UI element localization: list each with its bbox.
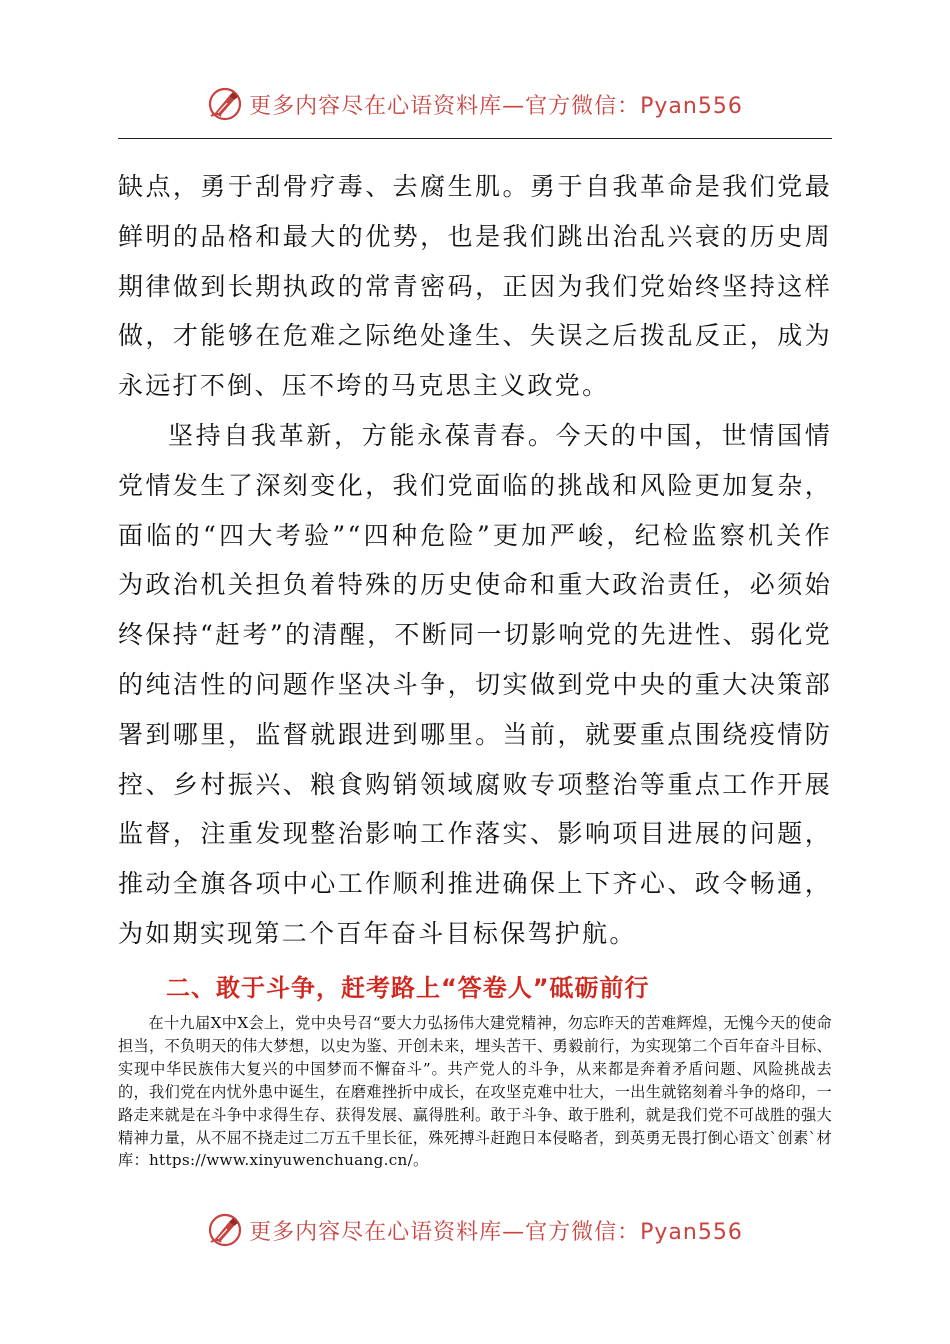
header-divider xyxy=(118,138,832,139)
header-banner-text: 更多内容尽在心语资料库—官方微信：Pyan556 xyxy=(249,93,743,119)
section-heading: 二、敢于斗争，赶考路上“答卷人”砥砺前行 xyxy=(166,974,650,1002)
section-small-paragraph: 在十九届X中X会上，党中央号召“要大力弘扬伟大建党精神，勿忘昨天的苦难辉煌，无愧今天的使命担当，不负明天的伟大梦想，以史为鉴、开创未来，埋头苦干、勇毅前行，为实现第二个百年奋斗目标、实现中华民族伟大复兴的中国梦而不懈奋斗”。共产党人的斗争，从来都是奔着矛盾问题、风险挑战去的，我们党在内忧外患中诞生，在磨难挫折中成长，在攻坚克难中壮大，一出生就铭刻着斗争的烙印，一路走来就是在斗争中求得生存、获得发展、赢得胜利。敢于斗争、敢于胜利，就是我们党不可战胜的强大精神力量，从不屈不挠走过二万五千里长征，殊死搏斗赶跑日本侵略者，到英勇无畏打倒心语文`创素`材库：https://www.xinyuwenchuang.cn/。 xyxy=(118,1014,832,1170)
footer-banner xyxy=(0,1210,950,1250)
footer-banner-content xyxy=(207,1212,743,1248)
pen-nib-logo-icon xyxy=(207,1212,243,1248)
header-banner xyxy=(0,84,950,124)
paragraph-2: 坚持自我革新，方能永葆青春。今天的中国，世情国情党情发生了深刻变化，我们党面临的挑战和风险更加复杂，面临的“四大考验”“四种危险”更加严峻，纪检监察机关作为政治机关担负着特殊的历史使命和重大政治责任，必须始终保持“赶考”的清醒，不断同一切影响党的先进性、弱化党的纯洁性的问题作坚决斗争，切实做到党中央的重大决策部署到哪里，监督就跟进到哪里。当前，就要重点围绕疫情防控、乡村振兴、粮食购销领域腐败专项整治等重点工作开展监督，注重发现整治影响工作落实、影响项目进展的问题，推动全旗各项中心工作顺利推进确保上下齐心、政令畅通，为如期实现第二个百年奋斗目标保驾护航。 xyxy=(118,420,832,948)
body-text xyxy=(118,162,832,959)
footer-banner-text: 更多内容尽在心语资料库—官方微信：Pyan556 xyxy=(249,1219,743,1245)
paragraph-1: 缺点，勇于刮骨疗毒、去腐生肌。勇于自我革命是我们党最鲜明的品格和最大的优势，也是我们跳出治乱兴衰的历史周期律做到长期执政的常青密码，正因为我们党始终坚持这样做，才能够在危难之际绝处逢生、失误之后拨乱反正，成为永远打不倒、压不垮的马克思主义政党。 xyxy=(118,172,832,401)
pen-nib-logo-icon xyxy=(207,86,243,122)
header-banner-content xyxy=(207,86,743,122)
